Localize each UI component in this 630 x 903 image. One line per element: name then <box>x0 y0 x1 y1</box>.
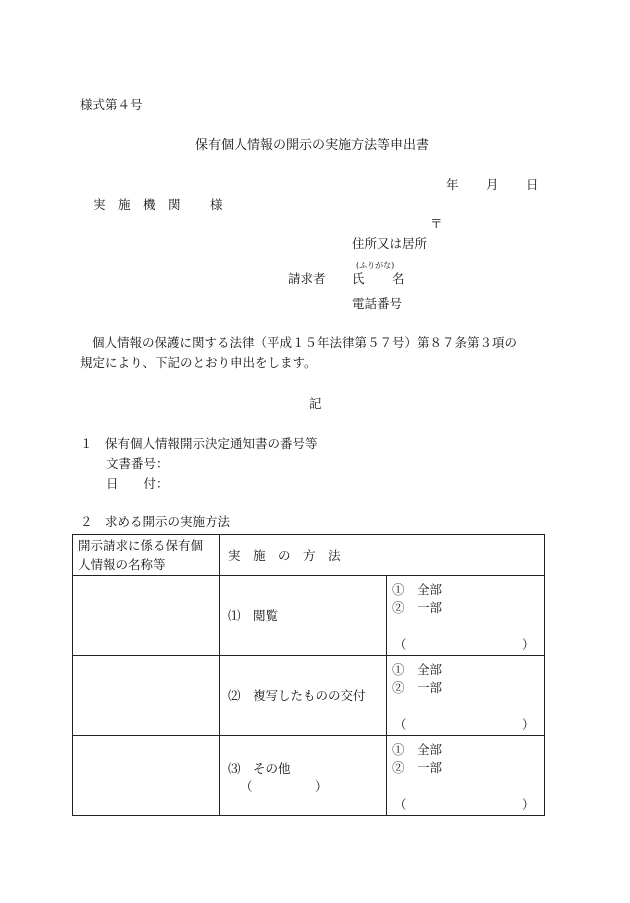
body-text-line2: 規定により、下記のとおり申出をします。 <box>80 355 317 370</box>
section2-heading: ２ 求める開示の実施方法 <box>80 514 231 529</box>
row3-method: ⑶ その他 <box>228 761 291 776</box>
requester-label: 請求者 <box>288 271 326 286</box>
header-col1-line1: 開示請求に係る保有個 <box>78 538 204 553</box>
row2-option-all: ① 全部 <box>392 662 443 677</box>
section1-heading: １ 保有個人情報開示決定通知書の番号等 <box>80 436 318 451</box>
phone-label: 電話番号 <box>352 296 403 311</box>
row3-option-part: ② 一部 <box>392 760 443 775</box>
name-label-a: 氏 <box>352 271 365 286</box>
row1-paren-close: ） <box>522 637 535 652</box>
header-col1-line2: 人情報の名称等 <box>78 557 166 572</box>
name-label-b: 名 <box>392 271 405 286</box>
row1-option-all: ① 全部 <box>392 582 443 597</box>
row1-paren-open: （ <box>394 637 407 652</box>
row3-paren-close: ） <box>522 797 535 812</box>
page-title: 保有個人情報の開示の実施方法等申出書 <box>195 138 430 153</box>
row3-option-all: ① 全部 <box>392 742 443 757</box>
date-year: 年 <box>446 177 459 192</box>
addressee-org: 実 施 機 関 <box>93 197 181 212</box>
note-heading: 記 <box>309 396 322 411</box>
date-label: 日 付： <box>106 476 169 491</box>
row1-option-part: ② 一部 <box>392 600 443 615</box>
row2-option-part: ② 一部 <box>392 680 443 695</box>
row1-method: ⑴ 閲覧 <box>228 608 279 623</box>
row2-method: ⑵ 複写したものの交付 <box>228 688 366 703</box>
row2-paren-close: ） <box>522 717 535 732</box>
date-day: 日 <box>526 177 539 192</box>
header-col2: 実 施 の 方 法 <box>228 548 341 563</box>
form-number: 様式第４号 <box>80 97 143 112</box>
date-month: 月 <box>486 177 499 192</box>
body-text-line1: 個人情報の保護に関する法律（平成１５年法律第５７号）第８７条第３項の <box>92 335 518 350</box>
method-table <box>72 534 545 816</box>
row3-extra: （ ） <box>240 779 328 794</box>
furigana-label: (ふりがな) <box>356 261 395 270</box>
row2-paren-open: （ <box>394 717 407 732</box>
row3-paren-open: （ <box>394 797 407 812</box>
doc-number-label: 文書番号： <box>106 456 169 471</box>
address-label: 住所又は居所 <box>352 236 428 251</box>
addressee-honorific: 様 <box>210 197 223 212</box>
postal-mark: 〒 <box>430 216 443 231</box>
